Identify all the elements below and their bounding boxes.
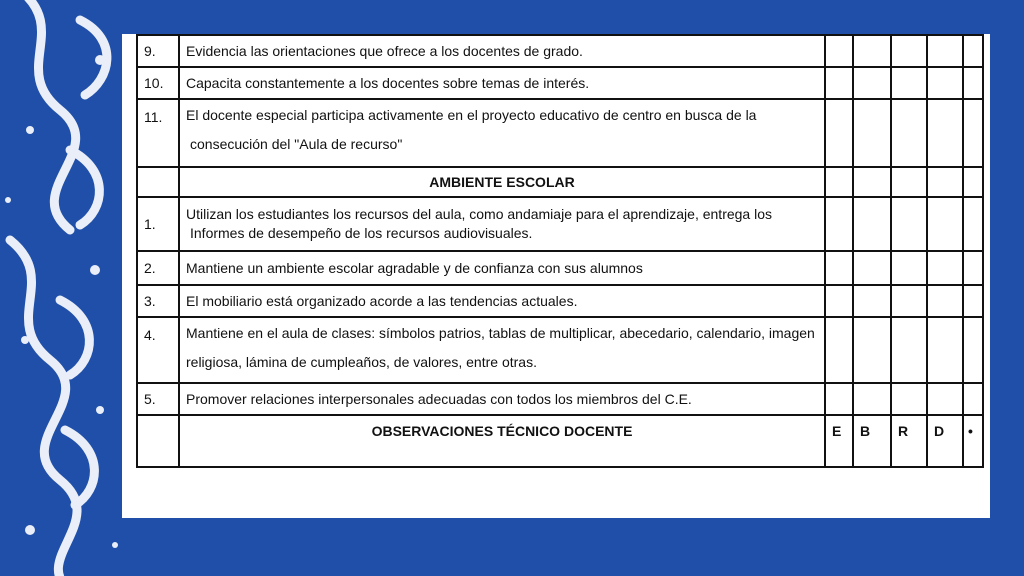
rating-cell [891, 67, 927, 99]
rating-cell [891, 251, 927, 285]
criterion-line: El docente especial participa activamente en el proyecto educativo de centro en busca de la [186, 107, 757, 123]
table-row [137, 67, 983, 99]
rating-cell [891, 197, 927, 251]
slide-content [122, 34, 990, 518]
rating-cell [927, 35, 963, 67]
rating-cell [927, 317, 963, 383]
rating-cell [825, 35, 853, 67]
rating-cell [825, 99, 853, 167]
rating-cell [825, 251, 853, 285]
section-row [137, 167, 983, 197]
table-row [137, 197, 983, 251]
rating-cell [963, 99, 983, 167]
criterion-text [179, 317, 825, 383]
rating-cell [825, 167, 853, 197]
criterion-line: Utilizan los estudiantes los recursos del aula, como andamiaje para el aprendizaje, entrega los [186, 206, 772, 222]
rating-cell [825, 67, 853, 99]
rating-header-r: R [891, 415, 927, 467]
evaluation-table [136, 34, 984, 468]
row-number: 5. [137, 383, 179, 415]
rating-header-e: E [825, 415, 853, 467]
table-row [137, 285, 983, 317]
rating-cell [853, 35, 891, 67]
criterion-text: Capacita constantemente a los docentes sobre temas de interés. [179, 67, 825, 99]
rating-cell [891, 99, 927, 167]
criterion-text: Mantiene un ambiente escolar agradable y de confianza con sus alumnos [179, 251, 825, 285]
criterion-text: El mobiliario está organizado acorde a las tendencias actuales. [179, 285, 825, 317]
row-number: 2. [137, 251, 179, 285]
observations-row [137, 415, 983, 467]
rating-cell [927, 383, 963, 415]
rating-cell [853, 285, 891, 317]
rating-cell [853, 383, 891, 415]
criterion-line: Informes de desempeño de los recursos audiovisuales. [190, 225, 533, 241]
rating-cell [825, 197, 853, 251]
rating-cell [927, 197, 963, 251]
rating-cell [891, 383, 927, 415]
rating-cell [963, 167, 983, 197]
row-number: 9. [137, 35, 179, 67]
section-heading: AMBIENTE ESCOLAR [179, 167, 825, 197]
table-row [137, 99, 983, 167]
rating-cell [891, 35, 927, 67]
rating-cell [825, 383, 853, 415]
rating-cell [825, 285, 853, 317]
criterion-text [179, 99, 825, 167]
blank-cell [137, 167, 179, 197]
row-number: 4. [137, 317, 179, 383]
rating-cell [927, 99, 963, 167]
rating-cell [853, 197, 891, 251]
rating-cell [927, 251, 963, 285]
observations-heading: OBSERVACIONES TÉCNICO DOCENTE [179, 415, 825, 467]
blank-cell [137, 415, 179, 467]
row-number: 10. [137, 67, 179, 99]
rating-cell [963, 35, 983, 67]
criterion-text [179, 197, 825, 251]
rating-header-b: B [853, 415, 891, 467]
rating-cell [853, 317, 891, 383]
rating-cell [853, 99, 891, 167]
criterion-text: Promover relaciones interpersonales adecuadas con todos los miembros del C.E. [179, 383, 825, 415]
table-row [137, 317, 983, 383]
row-number: 11. [137, 99, 179, 167]
rating-cell [963, 383, 983, 415]
rating-cell [891, 167, 927, 197]
rating-cell [963, 285, 983, 317]
criterion-text: Evidencia las orientaciones que ofrece a los docentes de grado. [179, 35, 825, 67]
rating-cell [853, 251, 891, 285]
rating-cell [853, 167, 891, 197]
rating-cell [891, 317, 927, 383]
criterion-line: Mantiene en el aula de clases: símbolos patrios, tablas de multiplicar, abecedario, calendario, imagen [186, 325, 815, 341]
row-number: 3. [137, 285, 179, 317]
rating-cell [963, 317, 983, 383]
row-number: 1. [137, 197, 179, 251]
rating-cell [963, 251, 983, 285]
table-row [137, 383, 983, 415]
rating-cell [891, 285, 927, 317]
rating-cell [963, 197, 983, 251]
rating-header-bullet: • [963, 415, 983, 467]
rating-cell [963, 67, 983, 99]
table-row [137, 35, 983, 67]
table-row [137, 251, 983, 285]
decorative-ornament [0, 0, 140, 576]
rating-header-d: D [927, 415, 963, 467]
rating-cell [927, 285, 963, 317]
criterion-line: consecución del "Aula de recurso" [190, 136, 403, 152]
rating-cell [927, 67, 963, 99]
rating-cell [927, 167, 963, 197]
rating-cell [853, 67, 891, 99]
criterion-line: religiosa, lámina de cumpleaños, de valores, entre otras. [186, 354, 537, 370]
rating-cell [825, 317, 853, 383]
